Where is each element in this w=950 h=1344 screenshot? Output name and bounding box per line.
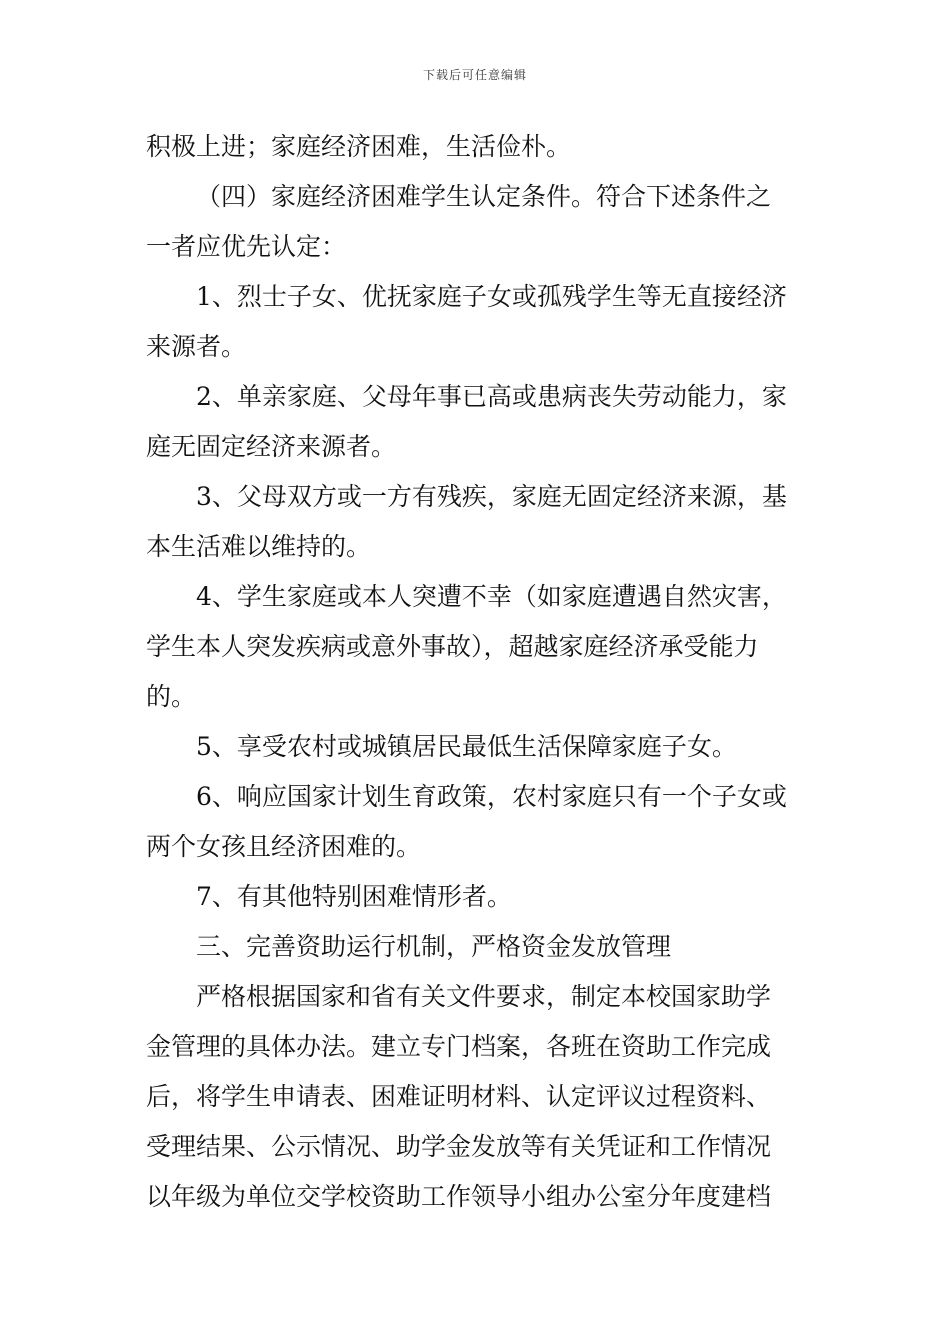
text-line: 两个女孩且经济困难的。 <box>146 832 422 861</box>
text-line: 金管理的具体办法。建立专门档案，各班在资助工作完成 <box>146 1032 772 1061</box>
text-line: 严格根据国家和省有关文件要求，制定本校国家助学 <box>196 982 772 1011</box>
section-heading: 三、完善资助运行机制，严格资金发放管理 <box>196 932 672 961</box>
text-line: 7、有其他特别困难情形者。 <box>196 882 512 911</box>
text-line: 的。 <box>146 682 197 711</box>
text-line: 3、父母双方或一方有残疾，家庭无固定经济来源，基 <box>196 482 787 511</box>
text-line: 4、学生家庭或本人突遭不幸（如家庭遭遇自然灾害， <box>196 582 787 611</box>
text-line: 来源者。 <box>146 332 247 361</box>
text-line: 6、响应国家计划生育政策，农村家庭只有一个子女或 <box>196 782 787 811</box>
text-line: 庭无固定经济来源者。 <box>146 432 397 461</box>
text-line: 本生活难以维持的。 <box>146 532 372 561</box>
text-line: 学生本人突发疾病或意外事故），超越家庭经济承受能力 <box>146 632 759 661</box>
text-line: 积极上进；家庭经济困难，生活俭朴。 <box>146 132 572 161</box>
text-line: 以年级为单位交学校资助工作领导小组办公室分年度建档 <box>146 1182 772 1211</box>
text-line: 2、单亲家庭、父母年事已高或患病丧失劳动能力，家 <box>196 382 787 411</box>
page-header: 下载后可任意编辑 <box>422 68 527 82</box>
text-line: 受理结果、公示情况、助学金发放等有关凭证和工作情况 <box>146 1132 772 1161</box>
text-line: 一者应优先认定： <box>146 232 347 261</box>
document-body <box>146 122 810 1222</box>
text-line: 1、烈士子女、优抚家庭子女或孤残学生等无直接经济 <box>196 282 787 311</box>
text-line: 5、享受农村或城镇居民最低生活保障家庭子女。 <box>196 732 737 761</box>
text-line: （四）家庭经济困难学生认定条件。符合下述条件之 <box>196 182 772 211</box>
text-line: 后，将学生申请表、困难证明材料、认定评议过程资料、 <box>146 1082 772 1111</box>
